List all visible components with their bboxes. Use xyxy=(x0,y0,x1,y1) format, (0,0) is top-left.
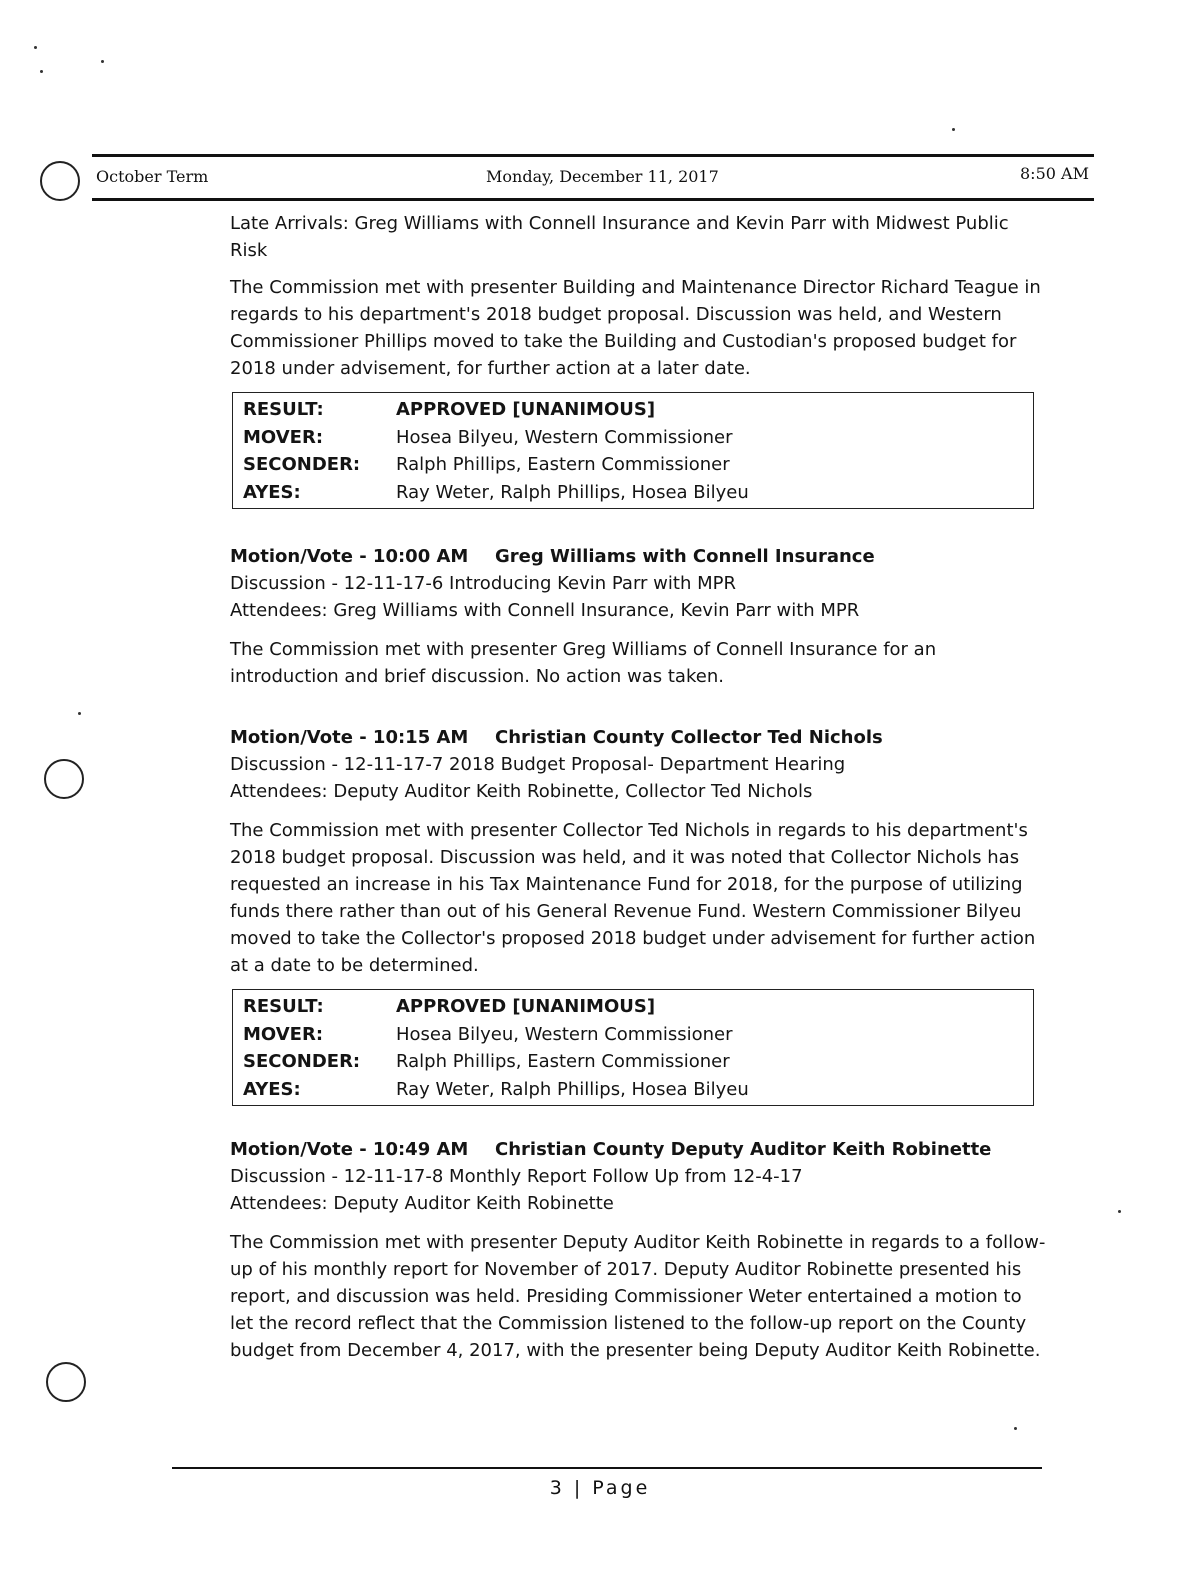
vote-row-mover xyxy=(243,1021,1033,1049)
scan-speck xyxy=(1118,1210,1121,1213)
vote-label: MOVER: xyxy=(243,1023,324,1045)
motion-attendees: Attendees: Greg Williams with Connell Insurance, Kevin Parr with MPR xyxy=(230,600,860,621)
scan-speck xyxy=(952,128,955,131)
motion-heading xyxy=(230,724,1050,751)
vote-label: RESULT: xyxy=(243,996,324,1017)
vote-box xyxy=(232,989,1034,1106)
scan-speck xyxy=(34,46,37,49)
motion-time: Motion/Vote - 10:15 AM xyxy=(230,727,469,748)
header-rule-bottom xyxy=(92,198,1094,201)
binder-hole-top xyxy=(40,161,80,201)
motion-time: Motion/Vote - 10:00 AM xyxy=(230,546,469,567)
vote-value: Ralph Phillips, Eastern Commissioner xyxy=(396,1051,730,1072)
scan-speck xyxy=(1014,1427,1017,1430)
vote-label: SECONDER: xyxy=(243,1051,361,1072)
motion-text: The Commission met with presenter Greg Williams of Connell Insurance for an introduction and brief discussion. No action was taken. xyxy=(230,639,937,687)
vote-value: Ray Weter, Ralph Phillips, Hosea Bilyeu xyxy=(396,481,749,503)
vote-value: APPROVED [UNANIMOUS] xyxy=(396,996,656,1017)
vote-value: APPROVED [UNANIMOUS] xyxy=(396,399,656,420)
motion-discussion: Discussion - 12-11-17-7 2018 Budget Proposal- Department Hearing xyxy=(230,754,846,775)
header-date: Monday, December 11, 2017 xyxy=(486,167,719,186)
header-time: 8:50 AM xyxy=(1020,164,1089,183)
motion-heading xyxy=(230,1136,1050,1163)
motion-heading xyxy=(230,543,1050,570)
header-rule-top xyxy=(92,154,1094,157)
vote-row-ayes xyxy=(243,1076,1033,1104)
vote-value: Hosea Bilyeu, Western Commissioner xyxy=(396,426,733,448)
motion-title: Christian County Deputy Auditor Keith Robinette xyxy=(495,1139,992,1160)
header-term: October Term xyxy=(96,167,209,186)
footer-rule xyxy=(172,1467,1042,1469)
vote-row-mover xyxy=(243,424,1033,452)
scan-speck xyxy=(40,70,43,73)
binder-hole-middle xyxy=(44,759,84,799)
motion-attendees: Attendees: Deputy Auditor Keith Robinette, Collector Ted Nichols xyxy=(230,781,813,802)
motion-attendees: Attendees: Deputy Auditor Keith Robinette xyxy=(230,1193,614,1214)
vote-row-seconder xyxy=(243,1048,1033,1076)
vote-value: Hosea Bilyeu, Western Commissioner xyxy=(396,1023,733,1045)
vote-row-seconder xyxy=(243,451,1033,479)
motion-text: The Commission met with presenter Collector Ted Nichols in regards to his department's 2018 budget proposal. Discussion was held, and it was noted that Collector Nichols has requested an increase in his Tax Maintenance Fund for 2018, for the purpose of utilizing funds there rather than out of his General Revenue Fund. Western Commissioner Bilyeu moved to take the Collector's proposed 2018 budget under advisement for further action at a date to be determined. xyxy=(230,820,1036,976)
vote-label: AYES: xyxy=(243,1078,301,1100)
page-number: 3 | Page xyxy=(549,1477,651,1499)
motion-title: Christian County Collector Ted Nichols xyxy=(495,727,883,748)
vote-label: MOVER: xyxy=(243,426,324,448)
binder-hole-bottom xyxy=(46,1362,86,1402)
scan-speck xyxy=(78,712,81,715)
vote-value: Ray Weter, Ralph Phillips, Hosea Bilyeu xyxy=(396,1078,749,1100)
vote-label: RESULT: xyxy=(243,399,324,420)
vote-row-result xyxy=(243,993,1033,1021)
late-arrivals: Late Arrivals: Greg Williams with Connell Insurance and Kevin Parr with Midwest Public Risk xyxy=(230,213,1009,261)
vote-row-result xyxy=(243,396,1033,424)
vote-label: SECONDER: xyxy=(243,454,361,475)
vote-label: AYES: xyxy=(243,481,301,503)
scan-speck xyxy=(101,60,104,63)
paragraph-building-budget: The Commission met with presenter Building and Maintenance Director Richard Teague in regards to his department's 2018 budget proposal. Discussion was held, and Western Commissioner Phillips moved to take the Building and Custodian's proposed budget for 2018 under advisement, for further action at a later date. xyxy=(230,277,1041,379)
motion-text: The Commission met with presenter Deputy Auditor Keith Robinette in regards to a follow-up of his monthly report for November of 2017. Deputy Auditor Robinette presented his report, and discussion was held. Presiding Commissioner Weter entertained a motion to let the record reflect that the Commission listened to the follow-up report on the County budget from December 4, 2017, with the presenter being Deputy Auditor Keith Robinette. xyxy=(230,1232,1046,1361)
motion-title: Greg Williams with Connell Insurance xyxy=(495,546,875,567)
motion-time: Motion/Vote - 10:49 AM xyxy=(230,1139,469,1160)
vote-row-ayes xyxy=(243,479,1033,507)
minutes-body xyxy=(230,210,1050,1374)
motion-discussion: Discussion - 12-11-17-8 Monthly Report Follow Up from 12-4-17 xyxy=(230,1166,803,1187)
motion-discussion: Discussion - 12-11-17-6 Introducing Kevin Parr with MPR xyxy=(230,573,736,594)
vote-box xyxy=(232,392,1034,509)
vote-value: Ralph Phillips, Eastern Commissioner xyxy=(396,454,730,475)
